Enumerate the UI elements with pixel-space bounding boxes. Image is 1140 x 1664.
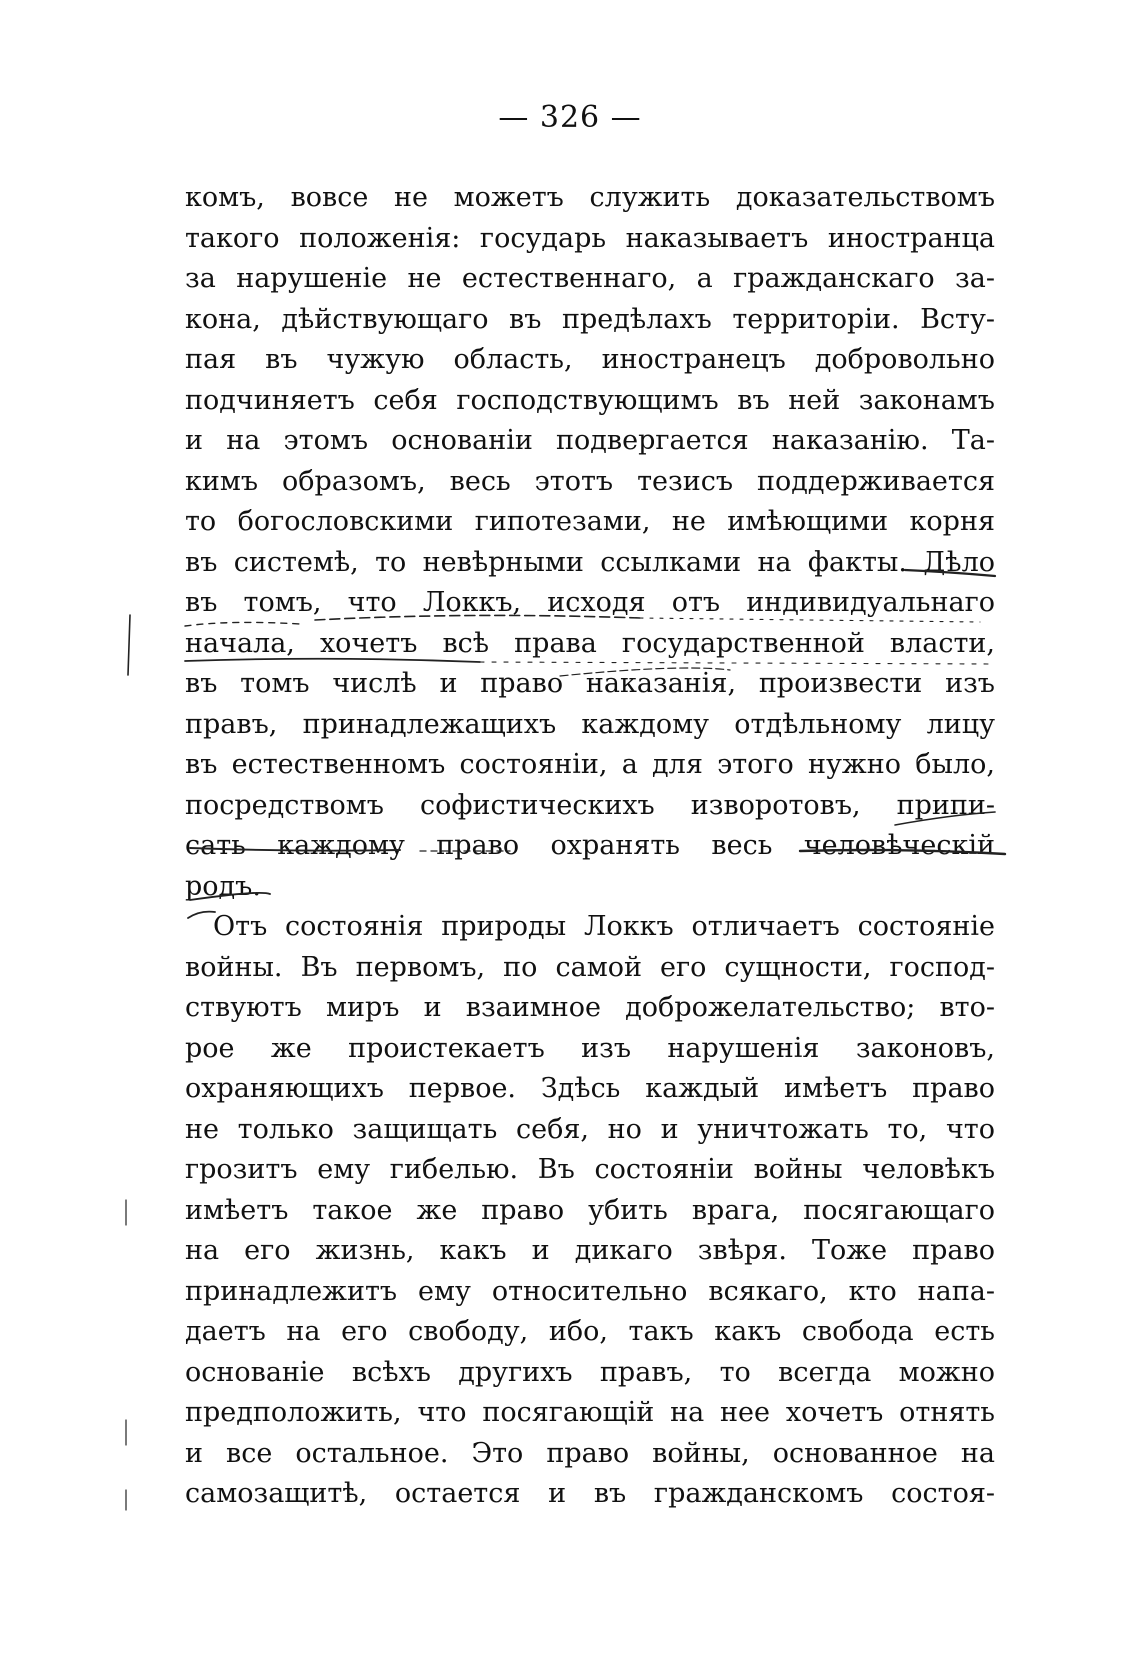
text-line: то богословскими гипотезами, не имѣющими корня: [185, 506, 995, 537]
text-line: Отъ состоянія природы Локкъ отличаетъ состояніе: [213, 911, 995, 942]
text-line: и все остальное. Это право войны, основанное на: [185, 1437, 995, 1469]
text-line: предположить, что посягающій на нее хочетъ отнять: [185, 1397, 995, 1428]
text-line: грозитъ ему гибелью. Въ состояніи войны человѣкъ: [185, 1154, 995, 1185]
text-line: самозащитѣ, остается и въ гражданскомъ состоя-: [185, 1478, 995, 1509]
text-line: имѣетъ такое же право убить врага, посягающаго: [185, 1194, 995, 1226]
text-line: начала, хочетъ всѣ права государственной власти,: [185, 627, 995, 659]
text-line: за нарушеніе не естественнаго, а гражданскаго за-: [185, 263, 995, 294]
margin-mark: [128, 615, 130, 675]
page-number: — 326 —: [498, 100, 642, 135]
text-line: въ естественномъ состояніи, а для этого нужно было,: [185, 749, 995, 780]
text-line: комъ, вовсе не можетъ служить доказательствомъ: [185, 182, 995, 213]
text-line: даетъ на его свободу, ибо, такъ какъ свобода есть: [185, 1316, 995, 1347]
text-line: такого положенія: государь наказываетъ иностранца: [185, 222, 995, 254]
text-line: на его жизнь, какъ и дикаго звѣря. Тоже право: [185, 1235, 995, 1266]
text-line: охраняющихъ первое. Здѣсь каждый имѣетъ право: [185, 1073, 995, 1104]
paragraph: [185, 178, 995, 907]
text-line: войны. Въ первомъ, по самой его сущности, господ-: [185, 951, 995, 983]
text-line: кона, дѣйствующаго въ предѣлахъ территоріи. Всту-: [185, 303, 995, 335]
text-line: пая въ чужую область, иностранецъ добровольно: [185, 344, 995, 375]
text-line: не только защищать себя, но и уничтожать то, что: [185, 1113, 995, 1145]
text-line: родъ.: [185, 870, 261, 902]
text-line: кимъ образомъ, весь этотъ тезисъ поддерживается: [185, 465, 995, 497]
text-line: основаніе всѣхъ другихъ правъ, то всегда можно: [185, 1356, 995, 1388]
text-line: въ системѣ, то невѣрными ссылками на факты. Дѣло: [185, 546, 995, 578]
text-line: правъ, принадлежащихъ каждому отдѣльному лицу: [185, 708, 995, 740]
paragraph: [185, 907, 995, 1515]
text-line: рое же проистекаетъ изъ нарушенія законовъ,: [185, 1032, 995, 1064]
text-line: подчиняетъ себя господствующимъ въ ней законамъ: [185, 384, 995, 416]
text-line: принадлежитъ ему относительно всякаго, кто напа-: [185, 1275, 995, 1307]
text-line: посредствомъ софистическихъ изворотовъ, припи-: [185, 789, 995, 821]
text-line: ствуютъ миръ и взаимное доброжелательство; вто-: [185, 992, 995, 1023]
text-line: въ томъ, что Локкъ, исходя отъ индивидуальнаго: [185, 587, 995, 618]
body-text: [185, 178, 995, 1515]
text-line: въ томъ числѣ и право наказанія, произвести изъ: [185, 668, 995, 699]
text-line: и на этомъ основаніи подвергается наказанію. Та-: [185, 425, 995, 456]
text-line: сать каждому право охранять весь человѣческій: [185, 830, 995, 861]
